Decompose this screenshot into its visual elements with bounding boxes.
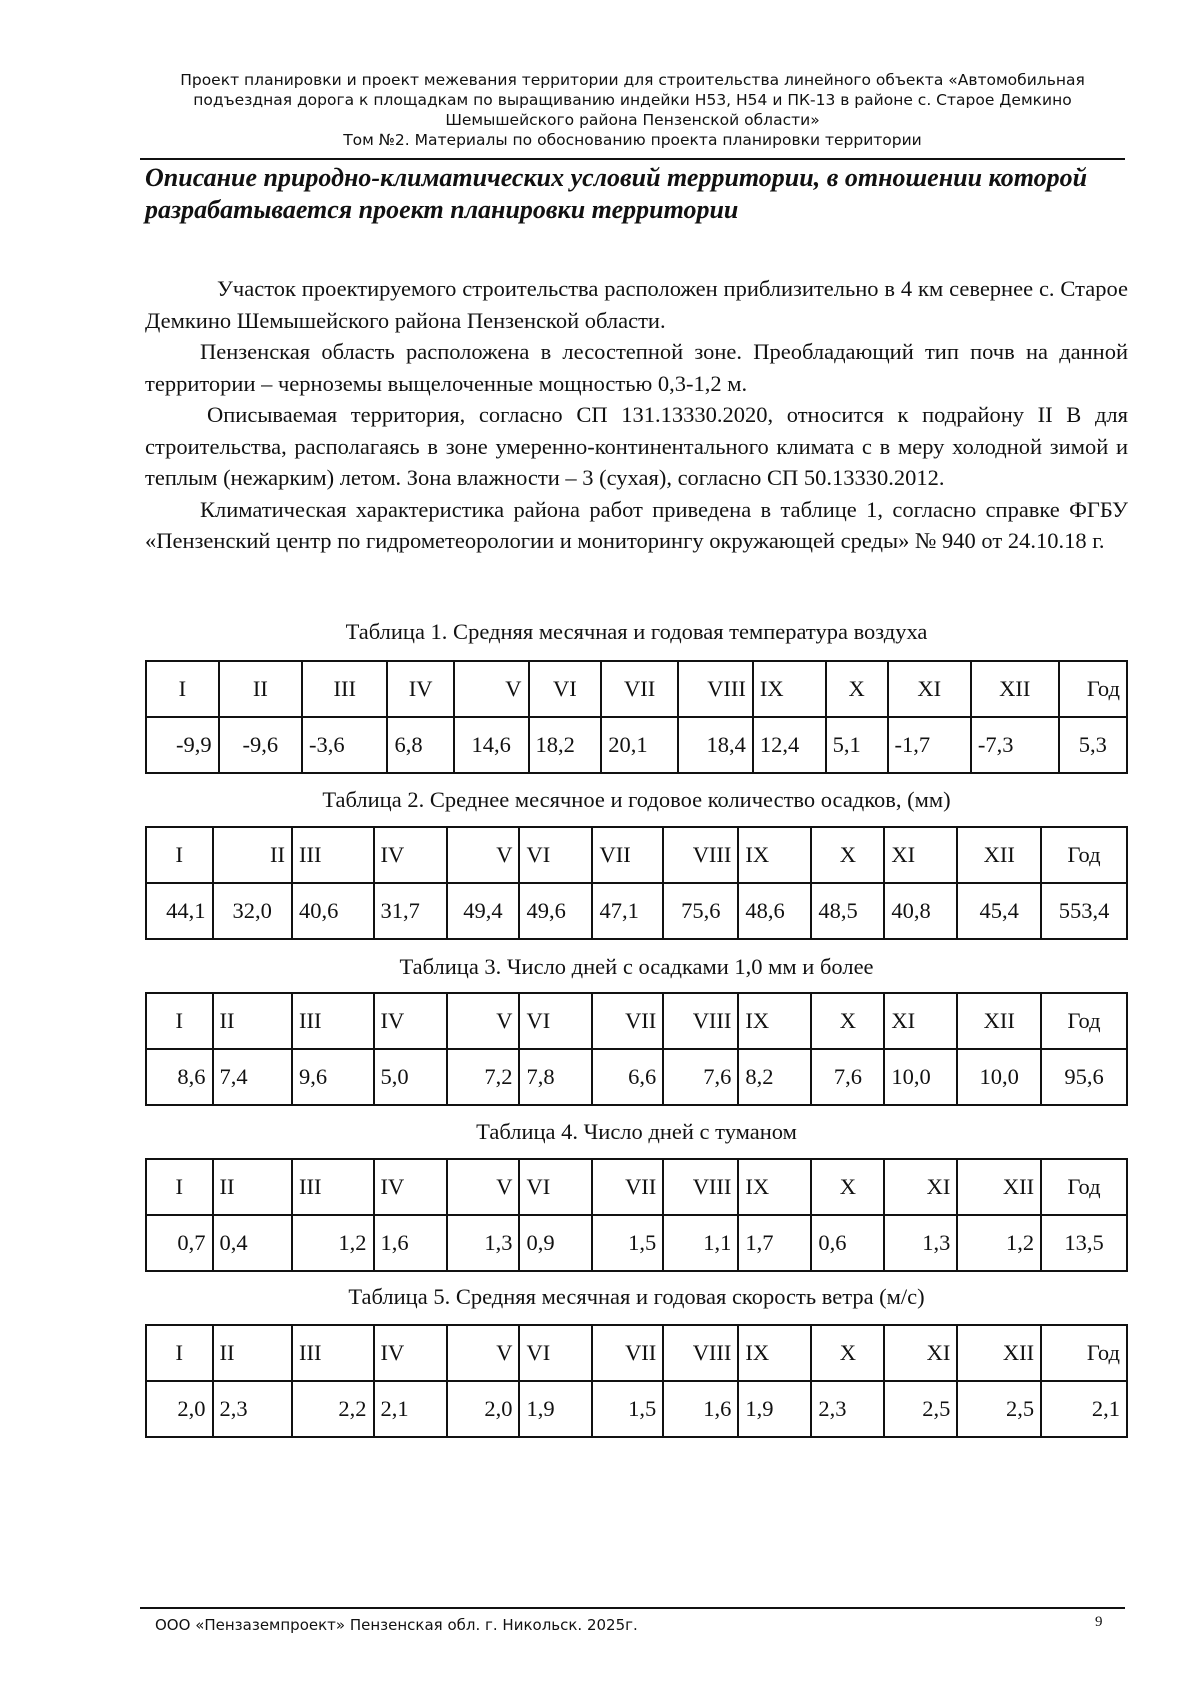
month-header-cell: V — [454, 661, 529, 717]
month-header-cell: XI — [884, 827, 957, 883]
table-header-row — [146, 1325, 1127, 1381]
month-header-cell: VI — [519, 1325, 592, 1381]
month-header-cell: I — [146, 1159, 213, 1215]
value-cell: 14,6 — [454, 717, 529, 773]
month-header-cell: III — [292, 1325, 374, 1381]
value-cell: 2,5 — [884, 1381, 957, 1437]
value-cell: -9,9 — [146, 717, 219, 773]
month-header-cell: XI — [884, 1325, 957, 1381]
paragraph-soils: Пензенская область расположена в лесостепной зоне. Преобладающий тип почв на данной территории – черноземы выщелоченные мощностью 0,3-1,2 м. — [145, 339, 1128, 396]
value-cell: 2,5 — [957, 1381, 1041, 1437]
table-5-wind-speed — [145, 1324, 1128, 1438]
value-cell: 2,0 — [447, 1381, 520, 1437]
month-header-cell: VII — [592, 993, 663, 1049]
month-header-cell: XI — [884, 1159, 957, 1215]
month-header-cell: XII — [957, 993, 1041, 1049]
value-cell: 48,6 — [738, 883, 811, 939]
header-line-1: Проект планировки и проект межевания территории для строительства линейного объекта «Автомобильная — [180, 71, 1085, 89]
value-cell: 49,4 — [447, 883, 520, 939]
value-cell: -3,6 — [302, 717, 387, 773]
value-cell: 9,6 — [292, 1049, 374, 1105]
value-cell: 45,4 — [957, 883, 1041, 939]
value-cell: 1,9 — [519, 1381, 592, 1437]
page-number: 9 — [1095, 1614, 1103, 1630]
table-header-row — [146, 661, 1127, 717]
month-header-cell: V — [447, 827, 520, 883]
table-3-precipitation-days — [145, 992, 1128, 1106]
value-cell: 1,5 — [592, 1215, 663, 1271]
footer-organization: ООО «Пензаземпроект» Пензенская обл. г. Никольск. 2025г. — [155, 1616, 638, 1634]
table-1-caption: Таблица 1. Средняя месячная и годовая температура воздуха — [345, 619, 928, 644]
value-cell: 40,8 — [884, 883, 957, 939]
value-cell: 18,4 — [678, 717, 753, 773]
month-header-cell: V — [447, 1159, 520, 1215]
value-cell: 12,4 — [753, 717, 826, 773]
value-cell: 40,6 — [292, 883, 374, 939]
month-header-cell: IV — [374, 1159, 447, 1215]
value-cell: 1,5 — [592, 1381, 663, 1437]
value-cell: 18,2 — [529, 717, 602, 773]
table-3-caption: Таблица 3. Число дней с осадками 1,0 мм и более — [399, 954, 874, 979]
table-4-caption: Таблица 4. Число дней с туманом — [476, 1119, 797, 1144]
month-header-cell: III — [302, 661, 387, 717]
running-header — [140, 70, 1125, 150]
value-cell: -9,6 — [219, 717, 302, 773]
month-header-cell: IX — [738, 827, 811, 883]
value-cell: 5,3 — [1059, 717, 1127, 773]
month-header-cell: X — [811, 827, 884, 883]
table-header-row — [146, 1159, 1127, 1215]
month-header-cell: XII — [971, 661, 1059, 717]
value-cell: 553,4 — [1041, 883, 1127, 939]
value-cell: 6,6 — [592, 1049, 663, 1105]
month-header-cell: V — [447, 993, 520, 1049]
value-cell: 32,0 — [213, 883, 292, 939]
value-cell: 20,1 — [601, 717, 678, 773]
month-header-cell: Год — [1059, 661, 1127, 717]
month-header-cell: VI — [519, 827, 592, 883]
month-header-cell: XI — [884, 993, 957, 1049]
month-header-cell: X — [811, 1325, 884, 1381]
value-cell: 44,1 — [146, 883, 213, 939]
value-cell: 75,6 — [663, 883, 738, 939]
value-cell: 1,2 — [292, 1215, 374, 1271]
value-cell: 7,2 — [447, 1049, 520, 1105]
month-header-cell: I — [146, 827, 213, 883]
month-header-cell: XII — [957, 1325, 1041, 1381]
header-line-2: подъездная дорога к площадкам по выращиванию индейки Н53, Н54 и ПК-13 в районе с. Старое Демкино — [193, 91, 1072, 109]
table-header-row — [146, 827, 1127, 883]
value-cell: 2,2 — [292, 1381, 374, 1437]
month-header-cell: III — [292, 993, 374, 1049]
section-title: Описание природно-климатических условий территории, в отношении которой разрабатывается проект планировки территории — [145, 163, 1088, 224]
header-line-4: Том №2. Материалы по обоснованию проекта планировки территории — [343, 131, 922, 149]
month-header-cell: II — [219, 661, 302, 717]
month-header-cell: VII — [592, 1325, 663, 1381]
paragraph-location: Участок проектируемого строительства расположен приблизительно в 4 км севернее с. Старое Демкино Шемышейского района Пензенской области. — [145, 276, 1128, 333]
value-cell: -1,7 — [888, 717, 971, 773]
month-header-cell: III — [292, 827, 374, 883]
value-cell: 10,0 — [957, 1049, 1041, 1105]
month-header-cell: VIII — [663, 1325, 738, 1381]
footer-divider — [140, 1607, 1125, 1609]
value-cell: 1,2 — [957, 1215, 1041, 1271]
month-header-cell: VIII — [663, 1159, 738, 1215]
month-header-cell: Год — [1041, 1325, 1127, 1381]
table-5-caption: Таблица 5. Средняя месячная и годовая скорость ветра (м/с) — [348, 1284, 925, 1309]
paragraph-climate-zone: Описываемая территория, согласно СП 131.13330.2020, относится к подрайону II В для строительства, располагаясь в зоне умеренно-континентального климата с в меру холодной зимой и теплым (нежарким) летом. Зона влажности – 3 (сухая), согласно СП 50.13330.2012. — [145, 402, 1128, 490]
value-cell: 2,1 — [374, 1381, 447, 1437]
header-divider — [140, 158, 1125, 160]
value-cell: 2,3 — [213, 1381, 292, 1437]
value-cell: 8,2 — [738, 1049, 811, 1105]
value-cell: -7,3 — [971, 717, 1059, 773]
value-cell: 5,1 — [826, 717, 888, 773]
month-header-cell: X — [811, 1159, 884, 1215]
value-cell: 2,0 — [146, 1381, 213, 1437]
month-header-cell: X — [811, 993, 884, 1049]
value-cell: 10,0 — [884, 1049, 957, 1105]
header-line-3: Шемышейского района Пензенской области» — [445, 111, 820, 129]
month-header-cell: VI — [529, 661, 602, 717]
value-cell: 7,4 — [213, 1049, 292, 1105]
table-1-air-temperature — [145, 660, 1128, 774]
value-cell: 2,1 — [1041, 1381, 1127, 1437]
month-header-cell: VIII — [663, 993, 738, 1049]
table-row — [146, 1049, 1127, 1105]
table-2-caption: Таблица 2. Среднее месячное и годовое количество осадков, (мм) — [322, 787, 951, 812]
value-cell: 49,6 — [519, 883, 592, 939]
value-cell: 7,6 — [811, 1049, 884, 1105]
table-4-fog-days — [145, 1158, 1128, 1272]
month-header-cell: VII — [592, 827, 663, 883]
month-header-cell: Год — [1041, 827, 1127, 883]
month-header-cell: IX — [738, 1325, 811, 1381]
value-cell: 1,7 — [738, 1215, 811, 1271]
value-cell: 5,0 — [374, 1049, 447, 1105]
month-header-cell: II — [213, 1159, 292, 1215]
month-header-cell: VII — [592, 1159, 663, 1215]
value-cell: 1,3 — [447, 1215, 520, 1271]
value-cell: 0,6 — [811, 1215, 884, 1271]
month-header-cell: Год — [1041, 1159, 1127, 1215]
value-cell: 6,8 — [387, 717, 453, 773]
value-cell: 7,6 — [663, 1049, 738, 1105]
value-cell: 8,6 — [146, 1049, 213, 1105]
body-text — [145, 273, 1128, 557]
value-cell: 48,5 — [811, 883, 884, 939]
value-cell: 1,6 — [663, 1381, 738, 1437]
month-header-cell: VI — [519, 1159, 592, 1215]
month-header-cell: I — [146, 1325, 213, 1381]
value-cell: 1,1 — [663, 1215, 738, 1271]
table-row — [146, 1215, 1127, 1271]
table-header-row — [146, 993, 1127, 1049]
month-header-cell: Год — [1041, 993, 1127, 1049]
month-header-cell: II — [213, 827, 292, 883]
value-cell: 0,7 — [146, 1215, 213, 1271]
month-header-cell: IV — [374, 1325, 447, 1381]
month-header-cell: I — [146, 661, 219, 717]
month-header-cell: II — [213, 1325, 292, 1381]
month-header-cell: VI — [519, 993, 592, 1049]
month-header-cell: IV — [387, 661, 453, 717]
month-header-cell: I — [146, 993, 213, 1049]
value-cell: 31,7 — [374, 883, 447, 939]
table-row — [146, 883, 1127, 939]
value-cell: 13,5 — [1041, 1215, 1127, 1271]
table-row — [146, 1381, 1127, 1437]
month-header-cell: IX — [753, 661, 826, 717]
month-header-cell: IX — [738, 993, 811, 1049]
value-cell: 7,8 — [519, 1049, 592, 1105]
month-header-cell: XI — [888, 661, 971, 717]
value-cell: 47,1 — [592, 883, 663, 939]
month-header-cell: IX — [738, 1159, 811, 1215]
table-2-precipitation — [145, 826, 1128, 940]
value-cell: 1,3 — [884, 1215, 957, 1271]
value-cell: 0,4 — [213, 1215, 292, 1271]
month-header-cell: IV — [374, 993, 447, 1049]
month-header-cell: VIII — [663, 827, 738, 883]
month-header-cell: III — [292, 1159, 374, 1215]
paragraph-climate-source: Климатическая характеристика района работ приведена в таблице 1, согласно справке ФГБУ «Пензенский центр по гидрометеорологии и мониторингу окружающей среды» № 940 от 24.10.18 г. — [145, 496, 1128, 553]
month-header-cell: VIII — [678, 661, 753, 717]
month-header-cell: VII — [601, 661, 678, 717]
month-header-cell: XII — [957, 1159, 1041, 1215]
value-cell: 1,9 — [738, 1381, 811, 1437]
month-header-cell: X — [826, 661, 888, 717]
table-row — [146, 717, 1127, 773]
value-cell: 1,6 — [374, 1215, 447, 1271]
month-header-cell: IV — [374, 827, 447, 883]
month-header-cell: V — [447, 1325, 520, 1381]
month-header-cell: II — [213, 993, 292, 1049]
month-header-cell: XII — [957, 827, 1041, 883]
value-cell: 2,3 — [811, 1381, 884, 1437]
value-cell: 95,6 — [1041, 1049, 1127, 1105]
value-cell: 0,9 — [519, 1215, 592, 1271]
